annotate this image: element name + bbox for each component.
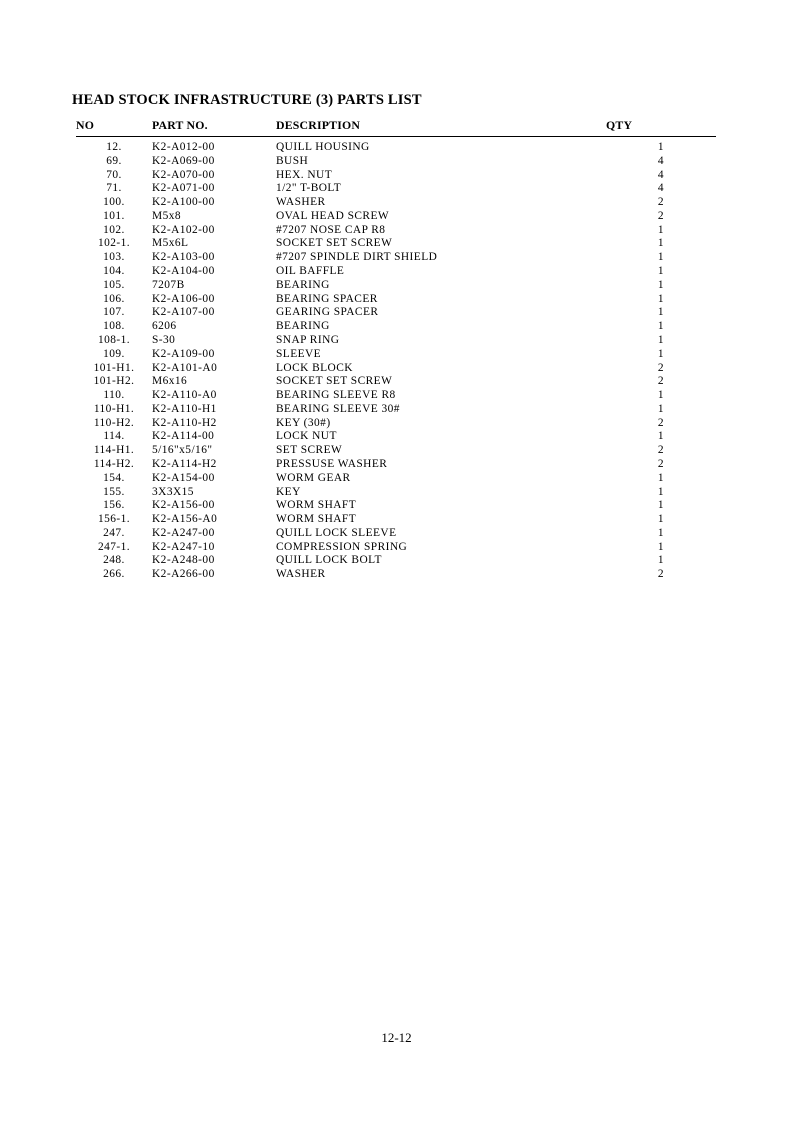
cell-qty: 1 [657,485,665,498]
cell-no: 109. [103,347,125,360]
column-header-part-no: PART NO. [152,118,276,137]
cell-part-no: K2-A266-00 [152,568,215,581]
cell-description: OIL BAFFLE [276,265,345,278]
table-row [76,154,716,168]
cell-no: 156-1. [97,513,131,526]
cell-description: LOCK NUT [276,430,337,443]
cell-description: COMPRESSION SPRING [276,540,408,553]
cell-description: BUSH [276,154,309,167]
cell-part-no: K2-A104-00 [152,265,215,278]
table-row [76,457,716,471]
table-row [76,264,716,278]
cell-description: BEARING [276,278,330,291]
cell-qty: 2 [657,568,665,581]
cell-qty: 1 [657,320,665,333]
table-row [76,333,716,347]
cell-qty: 1 [657,402,665,415]
cell-qty: 4 [657,168,665,181]
table-row [76,278,716,292]
cell-part-no: K2-A109-00 [152,347,215,360]
cell-description: #7207 NOSE CAP R8 [276,223,386,236]
cell-qty: 1 [657,389,665,402]
cell-part-no: K2-A156-A0 [152,513,218,526]
table-row [76,554,716,568]
cell-no: 247. [103,526,125,539]
cell-part-no: K2-A247-00 [152,526,215,539]
table-row [76,250,716,264]
table-row [76,498,716,512]
cell-no: 266. [103,568,125,581]
cell-description: WASHER [276,568,326,581]
table-body [76,137,716,582]
parts-list-table [76,118,716,581]
table-row [76,526,716,540]
table-row [76,361,716,375]
cell-no: 155. [103,485,125,498]
cell-description: BEARING SPACER [276,292,378,305]
cell-description: SOCKET SET SCREW [276,237,393,250]
cell-no: 114-H1. [93,444,135,457]
cell-part-no: K2-A110-H2 [152,416,217,429]
cell-qty: 2 [657,196,665,209]
cell-qty: 4 [657,154,665,167]
column-header-description: DESCRIPTION [276,118,606,137]
cell-description: WORM SHAFT [276,499,357,512]
cell-description: HEX. NUT [276,168,333,181]
table-row [76,181,716,195]
cell-part-no: S-30 [152,333,176,346]
cell-no: 103. [103,251,125,264]
cell-description: SOCKET SET SCREW [276,375,393,388]
cell-part-no: K2-A012-00 [152,141,215,153]
cell-part-no: M5x6L [152,237,189,250]
cell-qty: 2 [657,457,665,470]
table-row [76,402,716,416]
cell-part-no: 6206 [152,320,177,333]
cell-no: 156. [103,499,125,512]
table-row [76,168,716,182]
table-row [76,209,716,223]
table-row [76,237,716,251]
cell-part-no: K2-A069-00 [152,154,215,167]
table-header [76,118,716,137]
cell-part-no: K2-A114-00 [152,430,215,443]
cell-qty: 2 [657,209,665,222]
cell-part-no: K2-A103-00 [152,251,215,264]
cell-description: WASHER [276,196,326,209]
cell-no: 110. [103,389,125,402]
table-row [76,416,716,430]
table-header-row [76,118,716,137]
cell-no: 105. [103,278,125,291]
cell-no: 110-H2. [93,416,135,429]
table-row [76,485,716,499]
cell-description: OVAL HEAD SCREW [276,209,390,222]
cell-qty: 1 [657,265,665,278]
cell-qty: 1 [657,499,665,512]
cell-part-no: K2-A070-00 [152,168,215,181]
cell-part-no: K2-A247-10 [152,540,215,553]
table-row [76,137,716,154]
cell-no: 12. [106,141,122,153]
cell-qty: 1 [657,526,665,539]
cell-part-no: K2-A071-00 [152,182,215,195]
cell-no: 69. [106,154,122,167]
table-row [76,567,716,581]
cell-qty: 1 [657,278,665,291]
cell-no: 102. [103,223,125,236]
column-header-no: NO [76,118,152,137]
cell-qty: 4 [657,182,665,195]
cell-part-no: K2-A110-H1 [152,402,217,415]
cell-qty: 1 [657,237,665,250]
cell-qty: 1 [657,554,665,567]
cell-no: 100. [103,196,125,209]
cell-description: BEARING SLEEVE 30# [276,402,400,415]
cell-qty: 1 [657,223,665,236]
table-row [76,347,716,361]
cell-qty: 1 [657,471,665,484]
cell-no: 101-H1. [93,361,135,374]
cell-no: 108. [103,320,125,333]
cell-qty: 1 [657,292,665,305]
cell-qty: 1 [657,306,665,319]
table-row [76,512,716,526]
cell-part-no: K2-A156-00 [152,499,215,512]
cell-no: 104. [103,265,125,278]
cell-description: #7207 SPINDLE DIRT SHIELD [276,251,438,264]
cell-part-no: K2-A248-00 [152,554,215,567]
cell-no: 248. [103,554,125,567]
cell-part-no: K2-A100-00 [152,196,215,209]
cell-no: 154. [103,471,125,484]
cell-description: GEARING SPACER [276,306,379,319]
cell-qty: 1 [657,141,665,153]
cell-description: KEY [276,485,301,498]
cell-part-no: 7207B [152,278,185,291]
cell-part-no: K2-A110-A0 [152,389,217,402]
cell-no: 108-1. [97,333,131,346]
cell-qty: 1 [657,430,665,443]
cell-qty: 1 [657,540,665,553]
cell-part-no: 3X3X15 [152,485,194,498]
cell-qty: 1 [657,347,665,360]
cell-description: WORM GEAR [276,471,351,484]
cell-description: PRESSUSE WASHER [276,457,388,470]
cell-part-no: M6x16 [152,375,188,388]
cell-no: 247-1. [97,540,131,553]
cell-no: 107. [103,306,125,319]
cell-no: 110-H1. [93,402,135,415]
table-row [76,292,716,306]
cell-qty: 1 [657,513,665,526]
column-header-qty: QTY [606,118,716,137]
table-row [76,305,716,319]
cell-qty: 2 [657,444,665,457]
table-row [76,388,716,402]
cell-qty: 2 [657,375,665,388]
table-row [76,374,716,388]
cell-part-no: K2-A106-00 [152,292,215,305]
cell-description: QUILL HOUSING [276,141,370,153]
cell-description: BEARING [276,320,330,333]
cell-no: 71. [106,182,122,195]
table-row [76,223,716,237]
cell-part-no: 5/16"x5/16" [152,444,213,457]
cell-no: 114. [103,430,125,443]
cell-no: 106. [103,292,125,305]
cell-qty: 2 [657,416,665,429]
cell-description: QUILL LOCK BOLT [276,554,382,567]
parts-list-table-container [76,118,716,581]
cell-qty: 2 [657,361,665,374]
cell-part-no: K2-A102-00 [152,223,215,236]
table-row [76,319,716,333]
table-row [76,195,716,209]
cell-description: SNAP RING [276,333,340,346]
cell-part-no: K2-A107-00 [152,306,215,319]
cell-description: 1/2" T-BOLT [276,182,342,195]
cell-description: SET SCREW [276,444,343,457]
cell-description: LOCK BLOCK [276,361,353,374]
cell-part-no: K2-A154-00 [152,471,215,484]
cell-no: 101. [103,209,125,222]
cell-no: 102-1. [97,237,131,250]
cell-description: KEY (30#) [276,416,331,429]
cell-no: 101-H2. [93,375,135,388]
cell-part-no: K2-A101-A0 [152,361,218,374]
page-number: 12-12 [381,1030,412,1045]
cell-part-no: M5x8 [152,209,182,222]
cell-description: BEARING SLEEVE R8 [276,389,396,402]
table-row [76,471,716,485]
cell-part-no: K2-A114-H2 [152,457,217,470]
cell-description: WORM SHAFT [276,513,357,526]
cell-no: 70. [106,168,122,181]
cell-qty: 1 [657,251,665,264]
cell-description: QUILL LOCK SLEEVE [276,526,397,539]
table-row [76,430,716,444]
page-title: HEAD STOCK INFRASTRUCTURE (3) PARTS LIST [72,92,422,108]
cell-description: SLEEVE [276,347,322,360]
table-row [76,443,716,457]
cell-no: 114-H2. [93,457,135,470]
cell-qty: 1 [657,333,665,346]
table-row [76,540,716,554]
